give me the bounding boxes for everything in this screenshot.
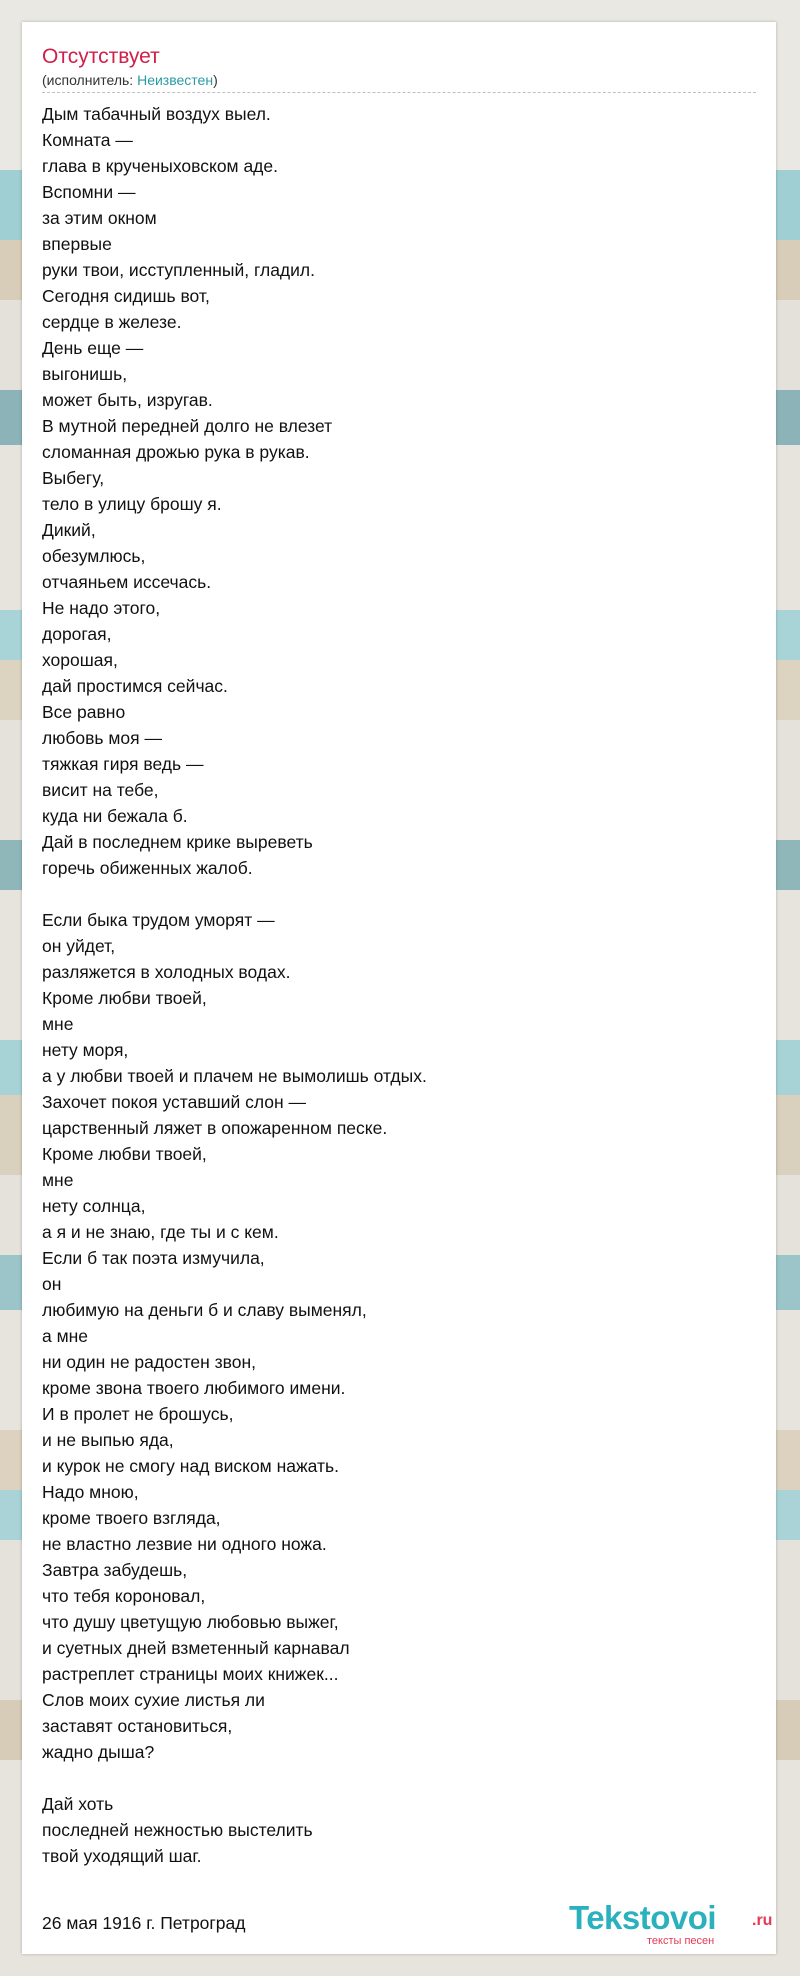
lyric-line: Дикий, — [42, 520, 96, 540]
artist-line — [42, 72, 218, 88]
title-divider — [42, 92, 756, 93]
lyric-line: за этим окном — [42, 208, 157, 228]
lyric-line: Если б так поэта измучила, — [42, 1248, 265, 1268]
lyric-line: хорошая, — [42, 650, 118, 670]
lyric-line: последней нежностью выстелить — [42, 1820, 313, 1840]
lyric-line: Дай хоть — [42, 1794, 114, 1814]
lyric-line: что душу цветущую любовью выжег, — [42, 1612, 339, 1632]
lyric-line: кроме твоего взгляда, — [42, 1508, 221, 1528]
lyric-line: нету моря, — [42, 1040, 129, 1060]
lyric-line: кроме звона твоего любимого имени. — [42, 1378, 346, 1398]
lyric-line: глава в крученыховском аде. — [42, 156, 278, 176]
lyric-line: заставят остановиться, — [42, 1716, 233, 1736]
lyric-line: Комната — — [42, 130, 133, 150]
lyric-line: растреплет страницы моих книжек... — [42, 1664, 339, 1684]
lyric-line: ни один не радостен звон, — [42, 1352, 257, 1372]
artist-link[interactable]: Неизвестен — [137, 72, 214, 88]
lyric-line: может быть, изругав. — [42, 390, 213, 410]
lyric-line: любимую на деньги б и славу выменял, — [42, 1300, 367, 1320]
lyric-line: висит на тебе, — [42, 780, 159, 800]
lyric-line: жадно дыша? — [42, 1742, 155, 1762]
lyric-line: что тебя короновал, — [42, 1586, 206, 1606]
lyric-line: а я и не знаю, где ты и с кем. — [42, 1222, 279, 1242]
lyric-line: В мутной передней долго не влезет — [42, 416, 333, 436]
date-line: 26 мая 1916 г. Петроград — [42, 1913, 246, 1933]
lyric-line: Кроме любви твоей, — [42, 1144, 207, 1164]
lyric-line: руки твои, исступленный, гладил. — [42, 260, 315, 280]
lyric-line: отчаяньем иссечась. — [42, 572, 212, 592]
logo-tld: .ru — [752, 1912, 773, 1929]
lyric-line: Выбегу, — [42, 468, 105, 488]
lyric-line: а у любви твоей и плачем не вымолишь отдых. — [42, 1066, 427, 1086]
lyric-line: дай простимся сейчас. — [42, 676, 228, 696]
lyric-line: нету солнца, — [42, 1196, 146, 1216]
lyric-line: мне — [42, 1170, 74, 1190]
artist-suffix: ) — [213, 72, 218, 88]
lyric-line: тяжкая гиря ведь — — [42, 754, 204, 774]
song-title: Отсутствует — [42, 45, 160, 68]
lyric-line: и не выпью яда, — [42, 1430, 174, 1450]
lyric-line: Кроме любви твоей, — [42, 988, 207, 1008]
lyric-line: сломанная дрожью рука в рукав. — [42, 442, 310, 462]
lyric-line: Не надо этого, — [42, 598, 161, 618]
lyric-line: Вспомни — — [42, 182, 136, 202]
lyric-line: не властно лезвие ни одного ножа. — [42, 1534, 327, 1554]
lyric-line: сердце в железе. — [42, 312, 182, 332]
lyric-line: впервые — [42, 234, 112, 254]
lyric-line: и курок не смогу над виском нажать. — [42, 1456, 340, 1476]
lyric-line: Захочет покоя уставший слон — — [42, 1092, 307, 1112]
lyric-line: обезумлюсь, — [42, 546, 146, 566]
lyric-line: горечь обиженных жалоб. — [42, 858, 253, 878]
lyric-line: Дай в последнем крике выреветь — [42, 832, 313, 852]
stanza-gap — [42, 1765, 742, 1791]
lyric-line: Завтра забудешь, — [42, 1560, 188, 1580]
artist-prefix: (исполнитель: — [42, 72, 138, 88]
lyrics-block — [42, 101, 742, 1869]
lyric-line: куда ни бежала б. — [42, 806, 188, 826]
lyric-line: твой уходящий шаг. — [42, 1846, 202, 1866]
lyric-line: дорогая, — [42, 624, 112, 644]
lyric-line: Надо мною, — [42, 1482, 139, 1502]
lyric-line: он уйдет, — [42, 936, 116, 956]
lyric-line: Все равно — [42, 702, 126, 722]
lyric-line: разляжется в холодных водах. — [42, 962, 291, 982]
lyric-line: а мне — [42, 1326, 89, 1346]
lyric-line: он — [42, 1274, 62, 1294]
lyric-line: День еще — — [42, 338, 144, 358]
lyric-line: И в пролет не брошусь, — [42, 1404, 234, 1424]
lyric-line: мне — [42, 1014, 74, 1034]
lyric-line: и суетных дней взметенный карнавал — [42, 1638, 350, 1658]
lyric-line: Если быка трудом уморят — — [42, 910, 275, 930]
lyric-line: Дым табачный воздух выел. — [42, 104, 271, 124]
site-logo[interactable] — [569, 1899, 773, 1950]
lyric-line: выгонишь, — [42, 364, 128, 384]
lyric-line: любовь моя — — [42, 728, 162, 748]
logo-tagline: тексты песен — [647, 1935, 715, 1947]
lyric-line: тело в улицу брошу я. — [42, 494, 222, 514]
song-card — [22, 22, 776, 1954]
logo-wordmark: Tekstovoi — [569, 1899, 717, 1936]
lyric-line: Сегодня сидишь вот, — [42, 286, 210, 306]
lyric-line: Слов моих сухие листья ли — [42, 1690, 265, 1710]
stanza-gap — [42, 881, 742, 907]
lyric-line: царственный ляжет в опожаренном песке. — [42, 1118, 388, 1138]
